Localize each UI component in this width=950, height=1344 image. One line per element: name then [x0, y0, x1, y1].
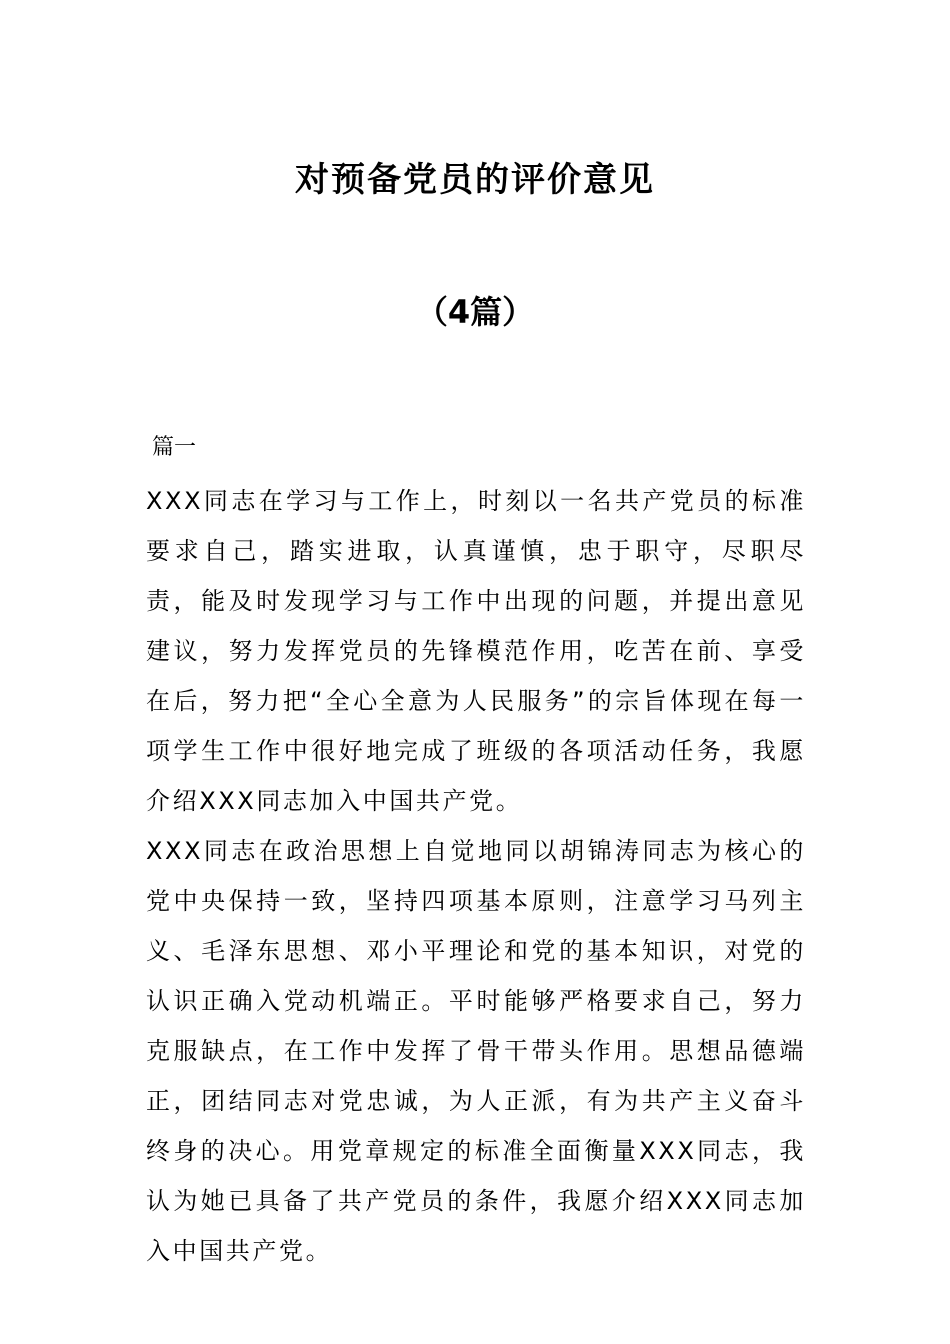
section-label: 篇一 [152, 435, 197, 460]
document-subtitle: （4篇） [415, 293, 535, 331]
paragraph-2: XXX同志在政治思想上自觉地同以胡锦涛同志为核心的党中央保持一致，坚持四项基本原则，注意学习马列主义、毛泽东思想、邓小平理论和党的基本知识，对党的认识正确入党动机端正。平时能够严格要求自己，努力克服缺点，在工作中发挥了骨干带头作用。思想品德端正，团结同志对党忠诚，为人正派，有为共产主义奋斗终身的决心。用党章规定的标准全面衡量XXX同志，我认为她已具备了共产党员的条件，我愿介绍XXX同志加入中国共产党。 [146, 837, 806, 1265]
document-title: 对预备党员的评价意见 [295, 160, 655, 200]
paragraph-1: XXX同志在学习与工作上，时刻以一名共产党员的标准要求自己，踏实进取，认真谨慎，忠于职守，尽职尽责，能及时发现学习与工作中出现的问题，并提出意见建议，努力发挥党员的先锋模范作用，吃苦在前、享受在后，努力把“全心全意为人民服务”的宗旨体现在每一项学生工作中很好地完成了班级的各项活动任务，我愿介绍XXX同志加入中国共产党。 [146, 487, 806, 815]
body-text [146, 476, 806, 1276]
